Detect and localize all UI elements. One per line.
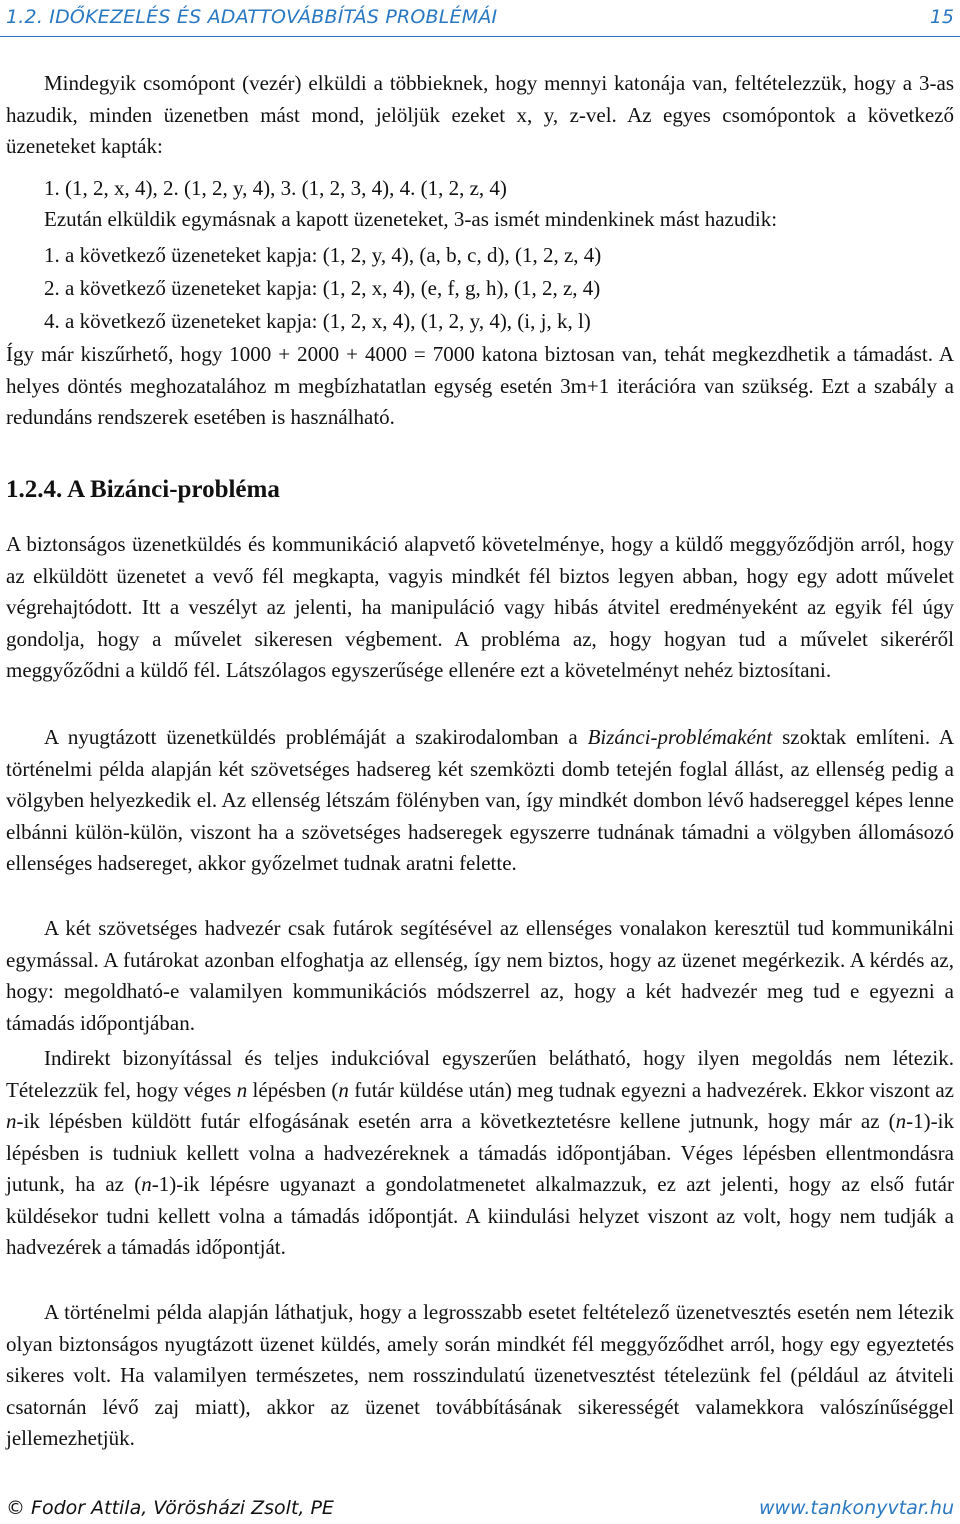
footer-copyright: © Fodor Attila, Vörösházi Zsolt, PE [6, 1497, 334, 1519]
term-byzantine: Bizánci-problémaként [587, 725, 773, 749]
node-4-messages: 4. a következő üzeneteket kapja: (1, 2, x, 4), (1, 2, y, 4), (i, j, k, l) [44, 309, 591, 333]
received-messages-line: 1. (1, 2, x, 4), 2. (1, 2, y, 4), 3. (1, 2, 3, 4), 4. (1, 2, z, 4) [44, 176, 507, 200]
chapter-title: 1.2. IDŐKEZELÉS ÉS ADATTOVÁBBÍTÁS PROBLÉMÁI [6, 6, 498, 28]
intro-paragraph: Mindegyik csomópont (vezér) elküldi a többieknek, hogy mennyi katonája van, feltételezzük, hogy a 3-as hazudik, minden üzenetben mást mond, jelöljük ezeket x, y, z-vel. Az egyes csomópontok a következő üzeneteket kapták: [6, 71, 954, 158]
section-heading: 1.2.4. A Bizánci-probléma [6, 476, 280, 503]
paragraph-2: A nyugtázott üzenetküldés problémáját a szakirodalomban a Bizánci-problémaként szoktak említeni. A történelmi példa alapján két szövetséges hadsereg két szemközti domb tetején foglal állást, az ellenség pedig a völgyben helyezkedik el. Az ellenség létszám fölényben van, így mindkét dombon lévő hadsereggel képes lenne elbánni külön-külön, viszont ha a szövetséges hadseregek egyszerre tudnának támadni a völgyben állomásozó ellenséges hadsereget, akkor győzelmet tudnak aratni felette. [6, 725, 954, 875]
paragraph-3: A két szövetséges hadvezér csak futárok segítésével az ellenséges vonalakon keresztül tud kommunikálni egymással. A futárokat azonban elfoghatja az ellenség, így nem biztos, hogy az üzenet megérkezik. A kérdés az, hogy: megoldható-e valamilyen kommunikációs módszerrel az, hogy a két hadvezér meg tud e egyezni a támadás időpontjában. [6, 916, 954, 1035]
page-header [0, 0, 960, 37]
paragraph-1: A biztonságos üzenetküldés és kommunikáció alapvető követelménye, hogy a küldő meggyőződjön arról, hogy az elküldött üzenetet a vevő fél megkapta, vagyis mindkét fél biztos legyen abban, hogy egy adott művelet végrehajtódott. Itt a veszélyt az jelenti, ha manipuláció vagy hibás átvitel eredményeként az egyik fél úgy gondolja, hogy a művelet sikeresen végbement. A probléma az, hogy hogyan tud a művelet sikeréről meggyőződni a küldő fél. Látszólagos egyszerűsége ellenére ezt a követelményt nehéz biztosítani. [6, 532, 954, 682]
exchange-line: Ezután elküldik egymásnak a kapott üzeneteket, 3-as ismét mindenkinek mást hazudik: [44, 207, 778, 231]
node-2-messages: 2. a következő üzeneteket kapja: (1, 2, x, 4), (e, f, g, h), (1, 2, z, 4) [44, 276, 601, 300]
node-1-messages: 1. a következő üzeneteket kapja: (1, 2, y, 4), (a, b, c, d), (1, 2, z, 4) [44, 243, 602, 267]
page-number: 15 [929, 6, 954, 28]
footer-url-link[interactable]: www.tankonyvtar.hu [758, 1497, 954, 1519]
paragraph-4: Indirekt bizonyítással és teljes indukcióval egyszerűen belátható, hogy ilyen megoldás nem létezik. Tételezzük fel, hogy véges n lépésben (n futár küldése után) meg tudnak egyezni a hadvezérek. Ekkor viszont az n-ik lépésben küldött futár elfogásának esetén arra a következtetésre kellene jutnunk, hogy már az (n-1)-ik lépésben is tudniuk kellett volna a hadvezéreknek a támadás időpontjában. Véges lépésben ellentmondásra jutunk, ha az (n-1)-ik lépésre ugyanazt a gondolatmenetet alkalmazzuk, ez azt jelenti, hogy az első futár küldésekor tudni kellett volna a támadás időpontját. A kiindulási helyzet viszont az volt, hogy nem tudják a hadvezérek a támadás időpontját. [6, 1046, 954, 1259]
conclusion-paragraph: Így már kiszűrhető, hogy 1000 + 2000 + 4000 = 7000 katona biztosan van, tehát megkezdhetik a támadást. A helyes döntés meghozatalához m megbízhatatlan egység esetén 3m+1 iterációra van szükség. Ezt a szabály a redundáns rendszerek esetében is használható. [6, 342, 954, 429]
paragraph-5: A történelmi példa alapján láthatjuk, hogy a legrosszabb esetet feltételező üzenetvesztés esetén nem létezik olyan biztonságos nyugtázott üzenet küldés, amely során mindkét fél meggyőződhet arról, hogy egy egyeztetés sikeres volt. Ha valamilyen természetes, nem rosszindulatú üzenetvesztést tételezünk fel (például az átviteli csatornán lévő zaj miatt), akkor az üzenet továbbításának sikerességét valamekkora valószínűséggel jellemezhetjük. [6, 1300, 954, 1450]
